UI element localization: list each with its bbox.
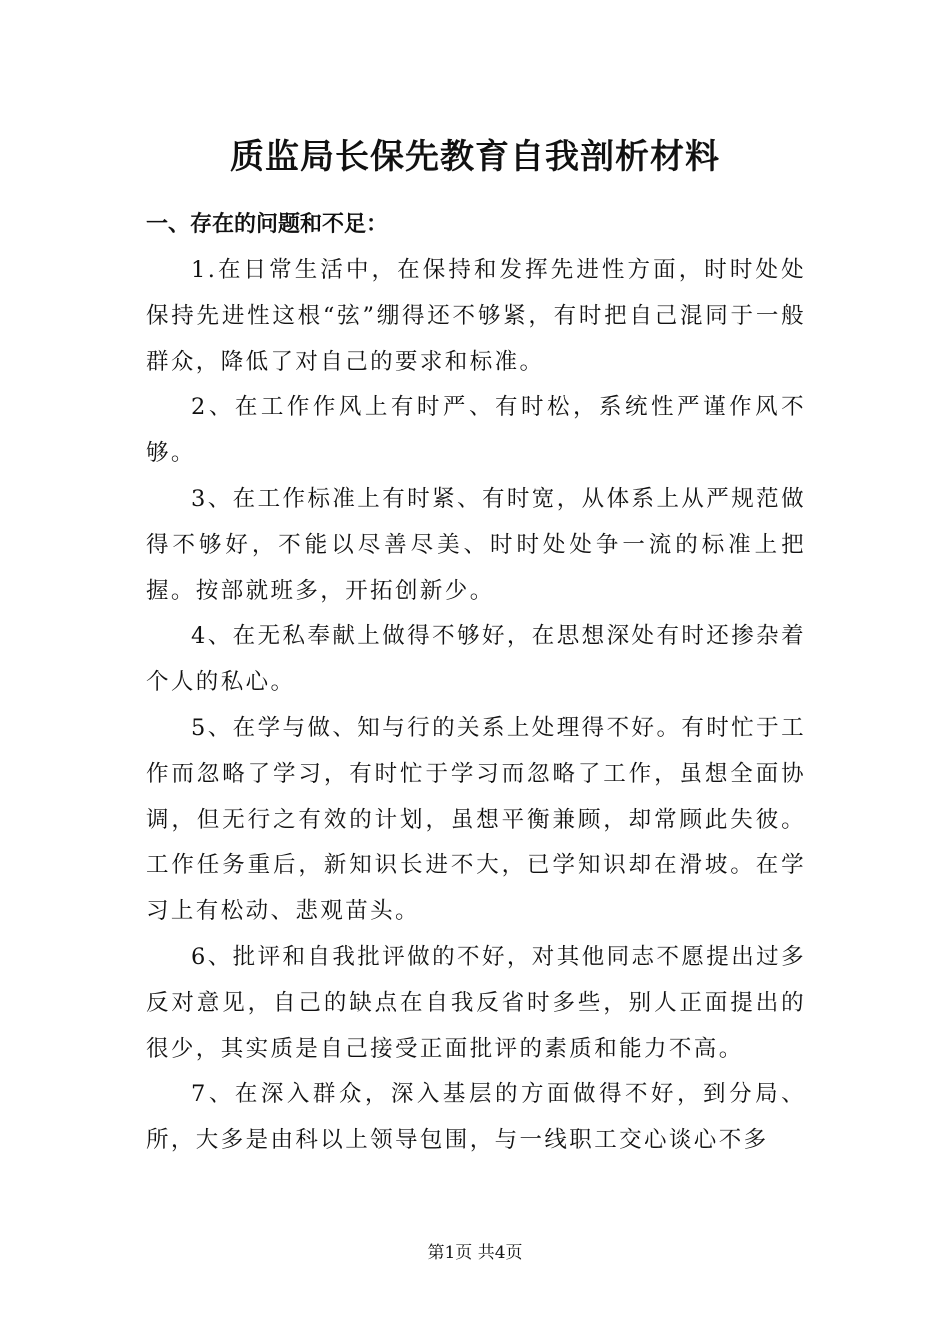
section-heading: 一、存在的问题和不足：	[146, 212, 389, 237]
paragraph-5: 5、在学与做、知与行的关系上处理得不好。有时忙于工作而忽略了学习，有时忙于学习而忽略了工作，虽想全面协调，但无行之有效的计划，虽想平衡兼顾，却常顾此失彼。工作任务重后，新知识长进不大，已学知识却在滑坡。在学习上有松动、悲观苗头。	[146, 714, 806, 925]
paragraph-4: 4、在无私奉献上做得不够好，在思想深处有时还掺杂着个人的私心。	[146, 623, 806, 696]
document-body	[146, 248, 806, 1164]
paragraph-7: 7、在深入群众，深入基层的方面做得不好，到分局、所，大多是由科以上领导包围，与一线职工交心谈心不多	[146, 1081, 806, 1154]
paragraph-1: 1.在日常生活中，在保持和发挥先进性方面，时时处处保持先进性这根“弦”绷得还不够紧，有时把自己混同于一般群众，降低了对自己的要求和标准。	[146, 257, 806, 375]
paragraph-6: 6、批评和自我批评做的不好，对其他同志不愿提出过多反对意见，自己的缺点在自我反省时多些，别人正面提出的很少，其实质是自己接受正面批评的素质和能力不高。	[146, 943, 806, 1062]
paragraph-2: 2、在工作作风上有时严、有时松，系统性严谨作风不够。	[146, 394, 806, 467]
page-indicator: 第1页 共4页	[427, 1243, 523, 1263]
paragraph-3: 3、在工作标准上有时紧、有时宽，从体系上从严规范做得不够好，不能以尽善尽美、时时处处争一流的标准上把握。按部就班多，开拓创新少。	[146, 485, 806, 604]
document-title: 质监局长保先教育自我剖析材料	[230, 137, 720, 177]
